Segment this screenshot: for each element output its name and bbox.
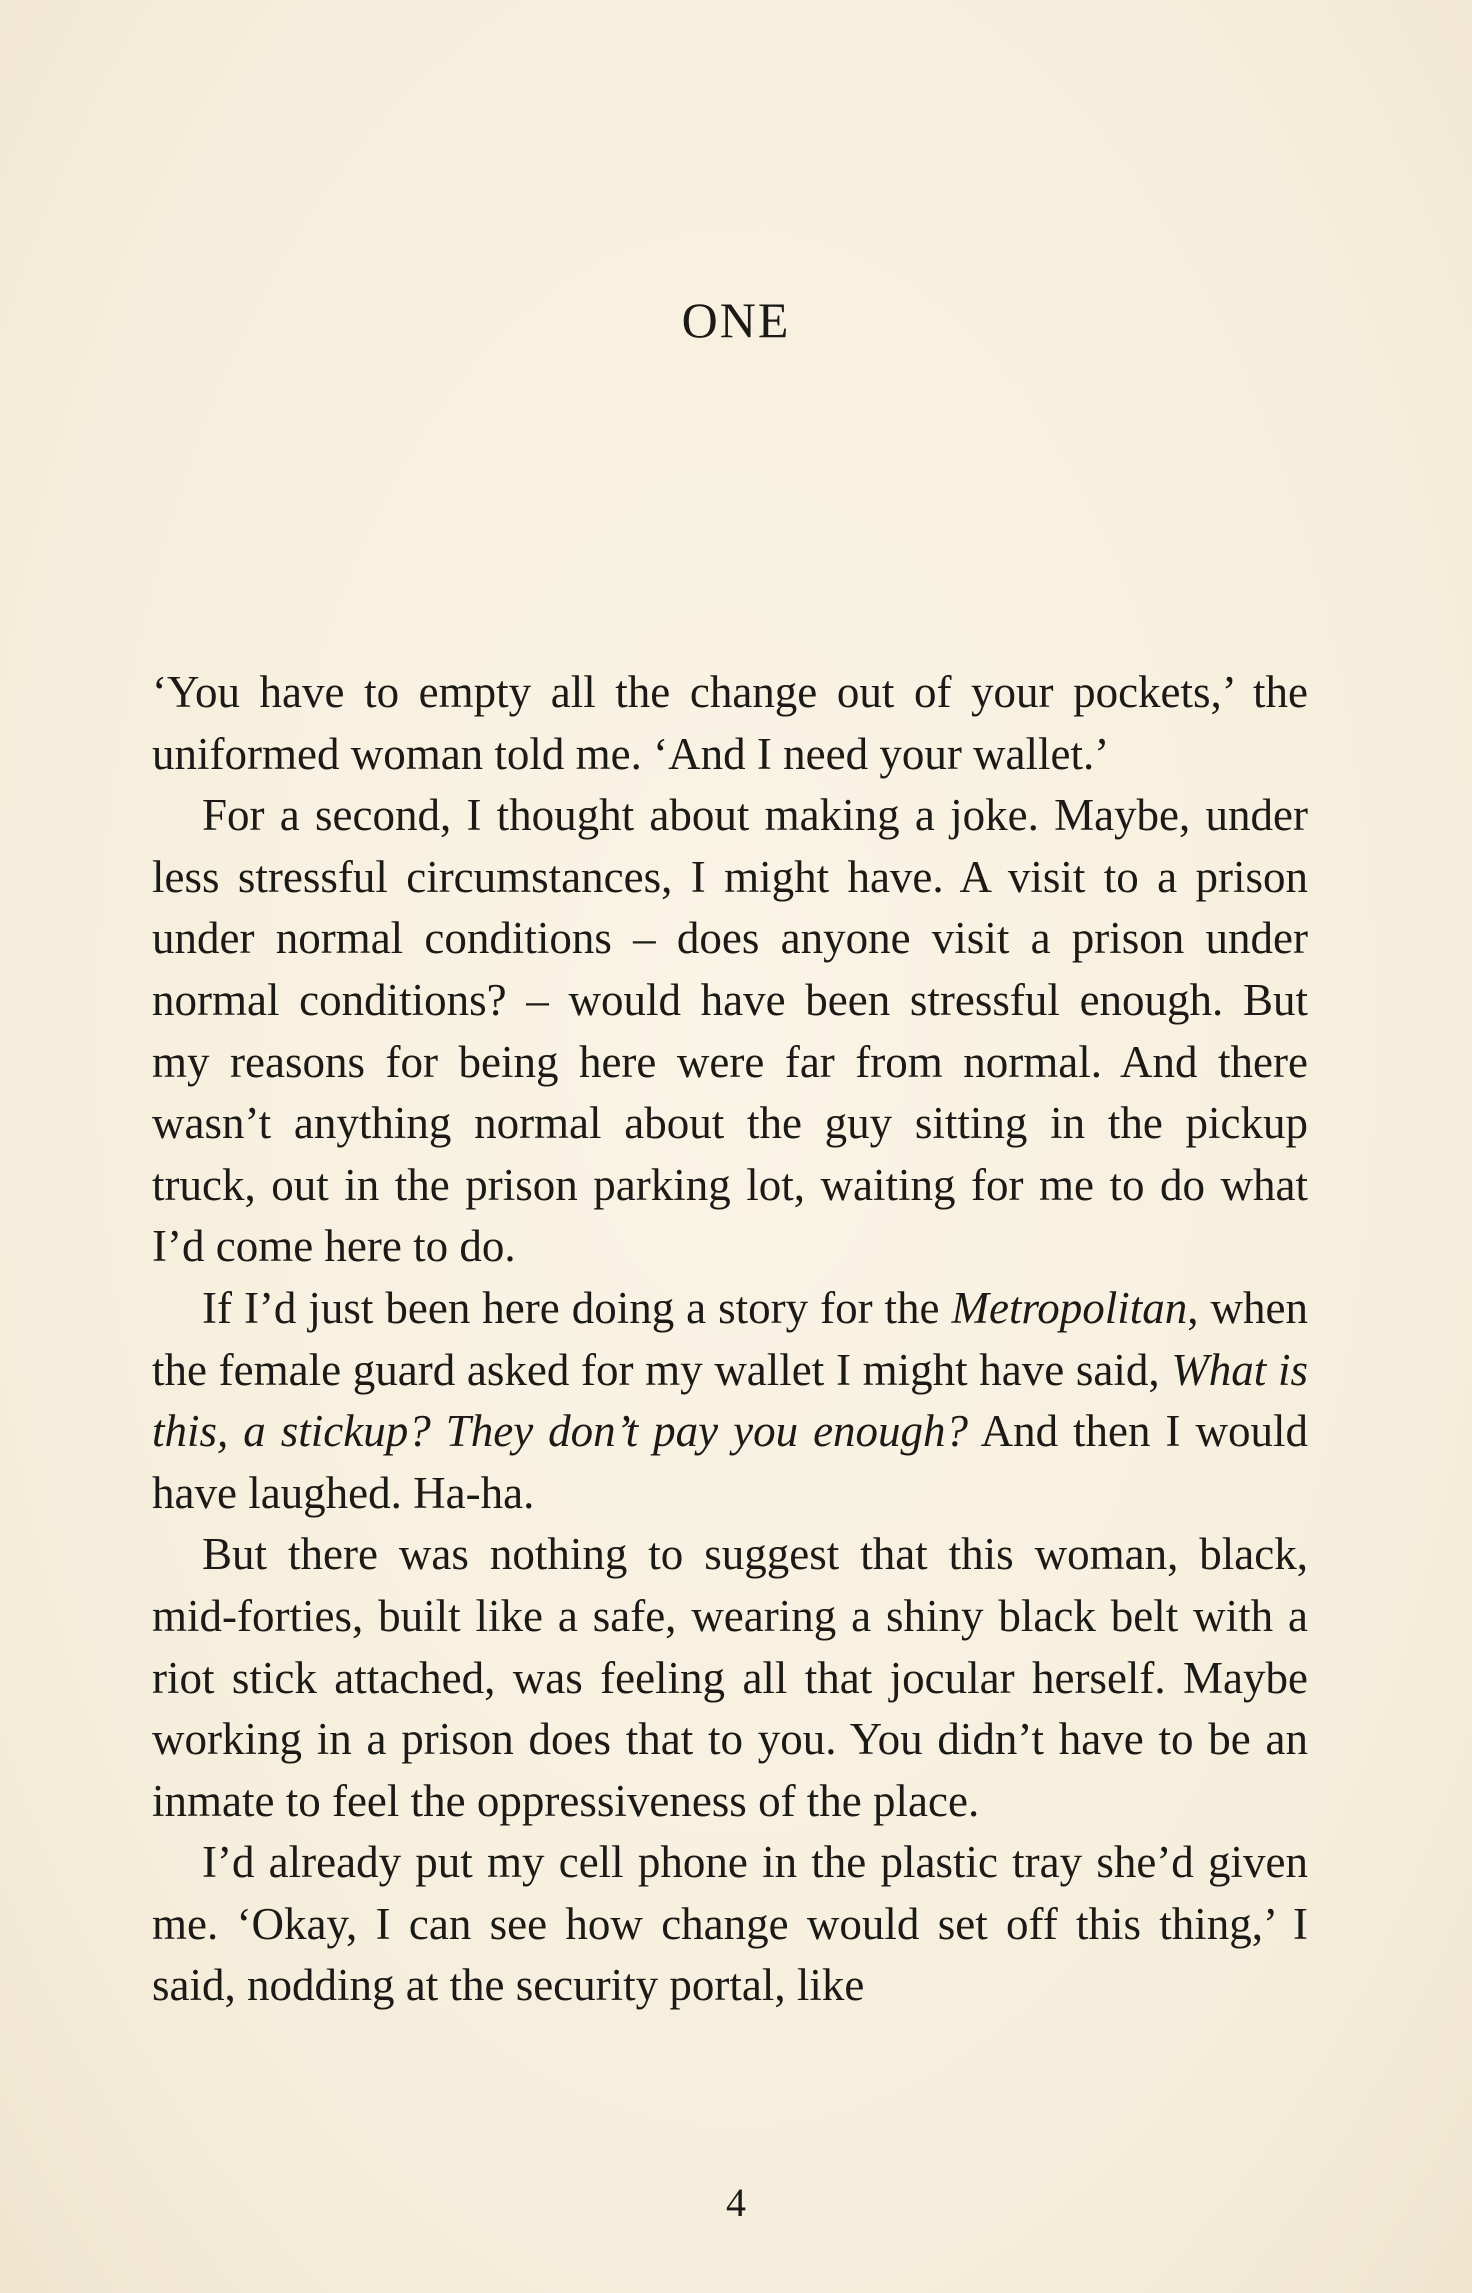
body-text (152, 662, 1308, 2017)
text-run: If I’d just been here doing a story for the (202, 1282, 952, 1333)
paragraph (152, 662, 1308, 785)
text-run: But there was nothing to suggest that this woman, black, mid-forties, built like a safe, wearing a shiny black belt with a riot stick attached, was feeling all that jocular herself. Maybe working in a prison does that to you. You didn’t have to be an inmate to feel the oppressiveness of the place. (152, 1529, 1308, 1826)
paragraph (152, 1832, 1308, 2017)
paragraph (152, 1278, 1308, 1524)
text-run: I’d already put my cell phone in the plastic tray she’d given me. ‘Okay, I can see how change would set off this thing,’ I said, nodding at the security portal, like (152, 1837, 1308, 2011)
text-run: For a second, I thought about making a joke. Maybe, under less stressful circumstances, I might have. A visit to a prison under normal conditions – does anyone visit a prison under normal conditions? – would have been stressful enough. But my reasons for being here were far from normal. And there wasn’t anything normal about the guy sitting in the pickup truck, out in the prison parking lot, waiting for me to do what I’d come here to do. (152, 790, 1308, 1272)
paragraph (152, 1524, 1308, 1832)
text-run: ‘You have to empty all the change out of your pockets,’ the uniformed woman told me. ‘And I need your wallet.’ (152, 667, 1308, 779)
text-run: , when the female guard asked for my wallet I might have said, (152, 1282, 1308, 1395)
chapter-title: ONE (681, 292, 791, 348)
page-number: 4 (726, 2180, 746, 2225)
text-run: And then I would have laughed. Ha-ha. (152, 1406, 1308, 1518)
italic-text-run: Metropolitan (951, 1282, 1188, 1333)
italic-text-run: What is this, a stickup? They don’t pay you enough? (152, 1344, 1308, 1457)
paragraph (152, 785, 1308, 1278)
